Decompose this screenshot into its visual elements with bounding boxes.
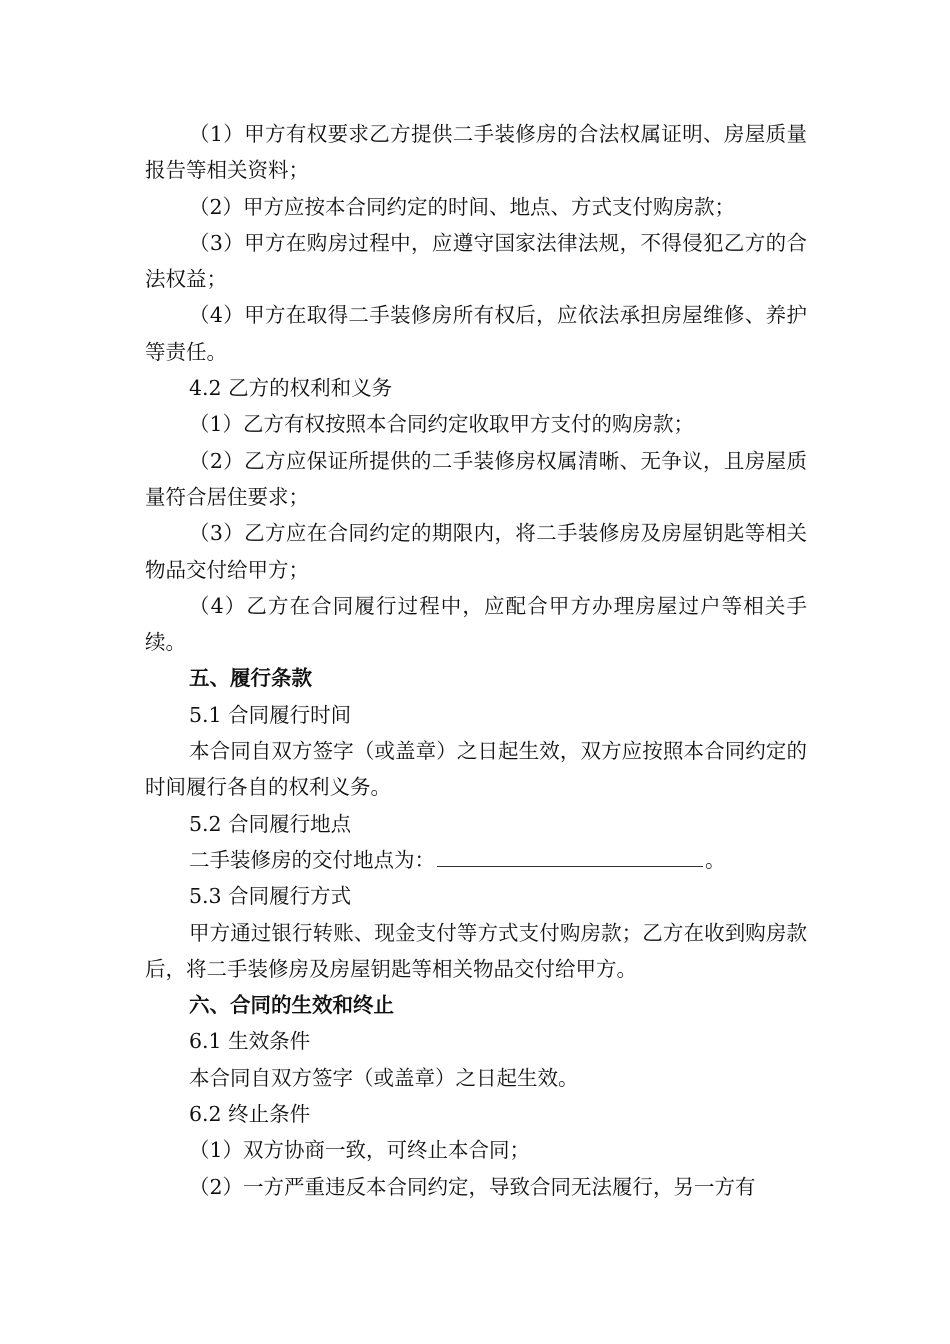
delivery-location-label: 二手装修房的交付地点为： <box>189 847 435 872</box>
chapter-5-heading: 五、履行条款 <box>189 666 312 691</box>
section-5-1-heading: 5.1 合同履行时间 <box>189 702 352 727</box>
section-5-3-text: 甲方通过银行转账、现金支付等方式支付购房款；乙方在收到购房款后，将二手装修房及房屋钥匙等相关物品交付给甲方。 <box>145 920 807 981</box>
document-page <box>145 116 807 1205</box>
clause-4-2-item-4: （4）乙方在合同履行过程中，应配合甲方办理房屋过户等相关手续。 <box>145 593 807 655</box>
clause-6-2-item-2: （2）一方严重违反本合同约定，导致合同无法履行，另一方有 <box>189 1174 756 1199</box>
clause-4-1-item-2: （2）甲方应按本合同约定的时间、地点、方式支付购房款； <box>189 194 736 219</box>
clause-4-2-item-2: （2）乙方应保证所提供的二手装修房权属清晰、无争议，且房屋质量符合居住要求； <box>145 448 807 509</box>
section-5-2-heading: 5.2 合同履行地点 <box>189 811 352 836</box>
clause-4-1-item-3: （3）甲方在购房过程中，应遵守国家法律法规，不得侵犯乙方的合法权益； <box>145 230 807 292</box>
delivery-location-period: 。 <box>705 847 726 872</box>
section-4-2-heading: 4.2 乙方的权利和义务 <box>189 376 393 401</box>
clause-4-2-item-1: （1）乙方有权按照本合同约定收取甲方支付的购房款； <box>189 412 695 437</box>
section-5-2-text <box>145 842 807 878</box>
clause-4-2-item-3: （3）乙方应在合同约定的期限内，将二手装修房及房屋钥匙等相关物品交付给甲方； <box>145 521 807 582</box>
chapter-6-heading: 六、合同的生效和终止 <box>189 993 394 1018</box>
section-5-3-heading: 5.3 合同履行方式 <box>189 884 352 909</box>
section-6-1-text: 本合同自双方签字（或盖章）之日起生效。 <box>189 1065 579 1090</box>
section-6-2-heading: 6.2 终止条件 <box>189 1102 311 1127</box>
section-5-1-text: 本合同自双方签字（或盖章）之日起生效，双方应按照本合同约定的时间履行各自的权利义务。 <box>145 739 807 800</box>
clause-6-2-item-1: （1）双方协商一致，可终止本合同； <box>189 1138 531 1163</box>
section-6-1-heading: 6.1 生效条件 <box>189 1029 311 1054</box>
clause-4-1-item-4: （4）甲方在取得二手装修房所有权后，应依法承担房屋维修、养护等责任。 <box>145 303 807 364</box>
delivery-location-blank <box>437 844 703 867</box>
clause-4-1-item-1: （1）甲方有权要求乙方提供二手装修房的合法权属证明、房屋质量报告等相关资料； <box>145 122 807 183</box>
